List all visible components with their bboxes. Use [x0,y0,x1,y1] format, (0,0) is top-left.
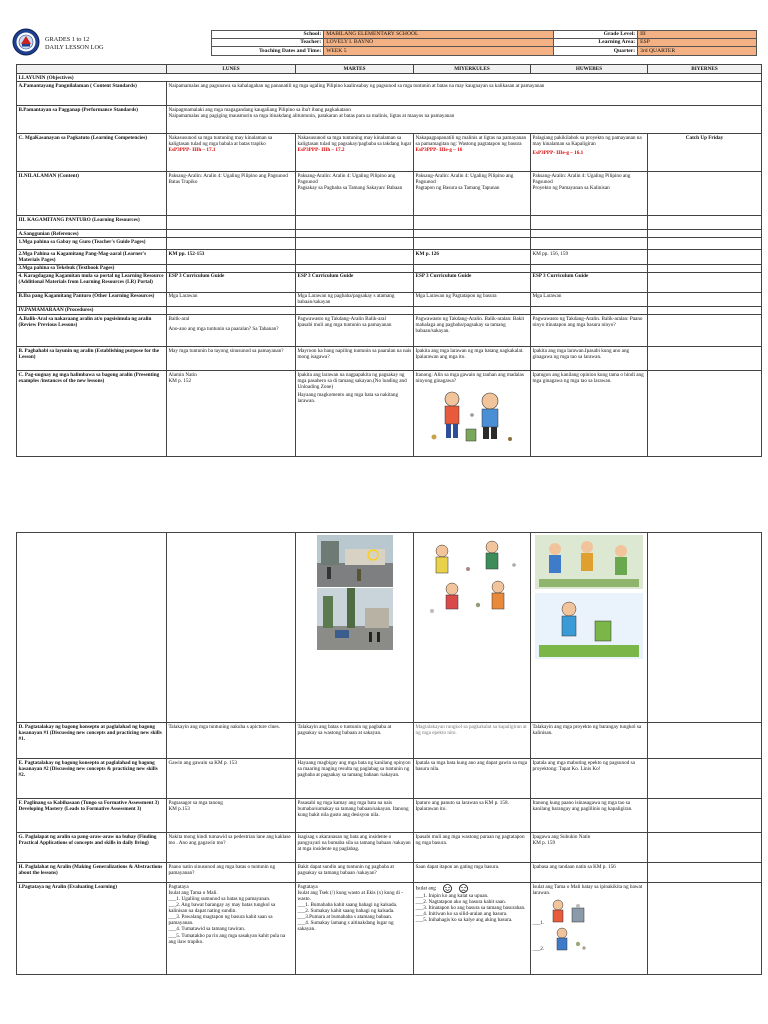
empty-cell [167,306,296,314]
presenting-line: Itanong: Alin sa mga gawain ng tauhan ang madalas ninyong ginagawa? [415,371,524,384]
teacher-guide-label: 1.Mga pahina sa Gabay ng Guro (Teacher's Guide Pages) [17,238,167,250]
empty-cell [648,723,762,759]
quiz-line: Isulat ang Tsek (/) kung wasto at Ekis (x) kung di -wasto. [297,889,403,902]
quiz-line: ___2. [532,945,545,952]
competency-text: Palagiang pakikilahok sa proyekto ng pamayanan na may kinalaman sa Kapaligiran [532,134,642,147]
quiz-line: ___1. [532,919,545,926]
performance-standards-label: B.Pamantayan sa Pagganap (Performance Standards) [17,106,167,134]
review-tuesday [296,315,414,347]
application-monday: Nakita mong hindi tumawid sa pedestrian lane ang kaklase mo . Ano ang gagawin mo? [167,833,296,863]
title-line-1: GRADES 1 to 12 [45,36,90,43]
empty-cell [414,264,531,272]
school-info-row [212,47,757,55]
content-standards-label: A.Pamantayang Pangnilalaman ( Content Standards) [17,82,167,106]
application-line: KM p. 159 [532,839,556,846]
mastery-wednesday: Ipaturo ang panuto sa larawan sa KM p. 158. Ipalarawan ito. [414,799,531,833]
empty-cell [531,230,648,238]
content-standards-text: Naipamamalas ang pagunawa sa kahalagahan ng pananatili ng mga ugaling Pilipino kaalinsabay ng pagsunod sa mga tuntunin at batas na may kaugnayan sa kalikasan at pamayanan [167,82,762,106]
grade-level-value: III [638,31,757,39]
other-resources-tuesday: Mga Larawan ng pagbaba/pagsakay s atamang babaan/sakayan [296,292,414,306]
content-wednesday [414,172,531,216]
table-row [17,106,762,134]
lesson-table-top [16,64,762,457]
competency-text: Nakasusunod sa mga tuntuning may kinalaman sa kaligtasan tulad ng pagsakay/pagbaba sa takdang lugar [297,134,412,147]
content-line: Paksang-Aralin: Aralin 4: Ugaling Pilipino ang Pagsunod [415,172,514,185]
blank-cell [17,65,167,74]
evaluation-monday [167,883,296,975]
table-row [17,250,762,264]
empty-cell [648,863,762,883]
empty-cell [296,306,414,314]
quarter-value: 3rd QUARTER [638,47,757,55]
content-tuesday [296,172,414,216]
content-friday [648,172,762,216]
school-info-row [212,39,757,47]
purpose-thursday: Ipakita ang mga larawan.Ipasabi kung ano ang ginagawa ng mga tao sa larawan. [531,347,648,371]
empty-cell [296,264,414,272]
table-row [17,306,762,314]
discussion1-thursday: Talakayin ang mga proyekto ng barangay tungkol sa kalinisan. [531,723,648,759]
street-sakayan-photo [317,588,393,650]
quiz-line: ___1. Bumababa kahit saang bahagi ng kalsada. [297,901,398,908]
presenting-examples-label: C. Pag-uugnay ng mga halimbawa sa bagong aralin (Presenting examples /instances of the new lessons) [17,371,167,457]
review-line: Balik-aral [168,315,190,322]
child-littering-illustration [422,385,522,445]
other-resources-monday: Mga Larawan [167,292,296,306]
other-resources-thursday: Mga Larawan [531,292,648,306]
day-wednesday: MIYERKULES [414,65,531,74]
table-row [17,315,762,347]
competency-code: EsP3PPP- IIIh – 17.2 [297,146,345,153]
quiz-picture-1-illustration [544,898,590,926]
quiz-line: ___2. Sumakay kahit saang bahagi ng kalsada. [297,908,395,914]
mastery-line: Pagsasagot sa mga tanong [168,799,223,806]
empty-cell [648,833,762,863]
day-monday: LUNES [167,65,296,74]
empty-cell [167,230,296,238]
evaluation-tuesday [296,883,414,975]
additional-materials-monday: ESP 3 Curriculum Guide [167,272,296,292]
quiz-line: ___3. Pawalang magtapon ng basura kahit saan sa pamayanan. [168,914,273,927]
competency-thursday [531,134,648,172]
empty-cell [167,216,296,230]
table-row [17,238,762,250]
day-thursday: HUWEBES [531,65,648,74]
generalization-monday: Paano natin sinusunod ang mga batas o tuntunin ng pamayanan? [167,863,296,883]
content-line: Paksang-Aralin: Aralin 4: Ugaling Pilipino ang Pagsunod [297,172,396,185]
table-row [17,883,762,975]
empty-cell [296,250,414,264]
table-row [17,264,762,272]
other-resources-label: B.Iba pang Kagamitang Panturo (Other Learning Resources) [17,292,167,306]
empty-cell [296,230,414,238]
teacher-value: LOVELY I. BAYNO [324,39,554,47]
table-row [17,74,762,82]
school-label: School: [212,31,324,39]
presenting-tuesday [296,371,414,457]
quiz-line: ___1. Ugaliing sumunod sa batas ng pamayanan. [168,895,271,902]
content-line: Proyekto ng Pamayanan sa Kalinisan [532,184,610,191]
table-row [17,216,762,230]
review-monday [167,315,296,347]
quarter-label: Quarter: [553,47,637,55]
empty-cell [531,238,648,250]
application-line: Ipagawa ang Subukin Natin [532,833,591,840]
presenting-line: Hayaang magkomento ang mga bata sa nakitang larawan. [297,391,399,404]
smiley-faces-icon [443,884,469,893]
quiz-line: Pagtataya [297,883,318,890]
empty-cell [414,238,531,250]
quiz-line: ___1. Inipin ko ang kalat sa upuan. [415,892,489,899]
quiz-line: ___3. Itinatapon ko ang basura sa tamang basurahan. [415,904,526,911]
performance-standards-line-2: Naipamamalas ang pagiging mausmurin sa mga itinakdang alituntunin, patakaran at batas para sa malinis, ligtas at maayos na pamayanan [168,112,455,119]
discussion1-label: D. Pagtatalakay ng bagong konsepto at paglalahad ng bagong kasanayan #1 (Discussing new concepts and practicing new skills #1. [17,723,167,759]
quiz-item-row [533,926,646,952]
purpose-wednesday: Ipakita ang mga larawan ng mga batang nagkakalat. Ipalarawan ang mga ito. [414,347,531,371]
review-line: Ano-ano ang mga tuntunin sa paaralan? Sa Tahanan? [168,325,279,332]
empty-cell [648,272,762,292]
table-row [17,799,762,833]
other-resources-wednesday: Mga Larawan ng Pagtatapon ng basura [414,292,531,306]
days-header-row [17,65,762,74]
table-row [17,371,762,457]
purpose-tuesday: Mayroon ka bang napiling tuntunin sa paaralan na nais mong isagawa? [296,347,414,371]
empty-cell [17,533,167,723]
mastery-tuesday: Pasasabi ng mga kamay ang mga bata na nais bumaba/sumakay sa tamang babaan/sakayan. Itanong kung bakit nila gusto ang desisyon nila. [296,799,414,833]
quiz-line: Isulat ang Tama o Mali. [168,889,218,896]
discussion1-wednesday: Magtalakayan tungkol sa pagkakalat sa kapaligiran at ng mga epekto nito. [414,723,531,759]
empty-cell [648,264,762,272]
learner-materials-thursday: KM pp. 156, 159 [531,250,648,264]
empty-cell [531,264,648,272]
performance-standards-line-1: Naipagmamalaki ang mga magagandang kaugaliang Pilipino sa iba't ibang pagkakataon [168,106,351,113]
pictures-row [17,533,762,723]
table-row [17,723,762,759]
empty-cell [414,216,531,230]
empty-cell [531,216,648,230]
dates-label: Teaching Dates and Time: [212,47,324,55]
table-row [17,134,762,172]
quiz-line: ___5. Tumatakbo pa rin ang mga sasakyan kahit pula na ang ilaw trapiko. [168,932,286,945]
review-thursday: Pagwawasto ng Takdang-Aralin. Balik-aralan: Paano ninyo itinatapon ang mga basura ninyo? [531,315,648,347]
mastery-thursday: Itanong kung paano isinasagawa ng mga tao sa kanilang barangay ang paglilinis ng kapaligiran. [531,799,648,833]
empty-cell [648,883,762,975]
additional-materials-wednesday: ESP 3 Curriculum Guide [414,272,531,292]
discussion1-monday: Talakayin ang mga tuntuning nakuha s apicture clues. [167,723,296,759]
quiz-instruction-row [416,884,529,893]
empty-cell [296,238,414,250]
deped-logo-icon [12,28,40,56]
quiz-line: ___3.Pumara at bumababa s atamang babaan. [297,914,393,921]
application-tuesday: Isagisag s akaranasan ng bata ang insidente o pangyayari na bumaba sila sa tamang babaan /sakayan at mga insidente ng paglabag. [296,833,414,863]
empty-cell [414,230,531,238]
competencies-label: C. MgaKasanayan sa Pagkatuto (Learning Competencies) [17,134,167,172]
empty-cell [648,759,762,799]
competency-text: Nakasusunod sa mga tuntuning may kinalaman sa kaligtasan tulad ng mga babala at batas trapiko [168,134,273,147]
review-line: Pagwawasto ng Takdang-Aralin Balik-aral [297,315,386,322]
objectives-heading: I.LAYUNIN (Objectives) [17,74,762,82]
performance-standards-text [167,106,762,134]
content-monday: Paksang-Aralin: Aralin 4: Ugaling Pilipino ang Pagsunod Batas Trapiko [167,172,296,216]
header [12,28,757,58]
mastery-monday [167,799,296,833]
content-thursday [531,172,648,216]
additional-materials-label: 4. Karagdagang Kagamitan mula sa portal ng Learning Resource (Additional Materials from Learning Resources (LR) Portal) [17,272,167,292]
quiz-picture-2-illustration [544,926,590,952]
lesson-table-bottom [16,532,762,975]
empty-cell [296,216,414,230]
empty-cell [648,292,762,306]
wednesday-pictures [414,533,531,723]
review-label: A.Balik-Aral sa nakaraang aralin at/o pagsisimula ng aralin (Review Previous Lessons) [17,315,167,347]
table-row [17,82,762,106]
title-line-2: DAILY LESSON LOG [45,44,104,51]
quiz-line: ___2. Ang bawat barangay ay may batas tungkol sa kalinisan na dapat nating sundin. [168,901,276,914]
presenting-line: Ipakita ang larawan na nagpapakita ng pagsakay ng mga pasahero sa di tamang sakayan.(No loading and Unloading Zone) [297,371,407,390]
empty-cell [648,216,762,230]
evaluation-thursday [531,883,648,975]
presenting-line: KM p. 152 [168,377,192,384]
application-thursday [531,833,648,863]
empty-cell [531,306,648,314]
empty-cell [648,230,762,238]
day-tuesday: MARTES [296,65,414,74]
littering-scene-illustration [422,535,522,619]
quiz-line: ___2. Nagtatapon ako ng basura kahit saan. [415,898,506,905]
application-wednesday: Ipasabi muli ang mga wastong paraan ng pagtatapon ng mga basura. [414,833,531,863]
additional-materials-tuesday: ESP 3 Curriculum Guide [296,272,414,292]
empty-cell [167,238,296,250]
table-row [17,292,762,306]
school-info-row [212,31,757,39]
learning-area-value: ESP [638,39,757,47]
discussion1-tuesday: Talakayin ang batas o tuntunin ng pagbaba at pagsakay sa wastong babaan at sakayan. [296,723,414,759]
quiz-line: ___4. Tumatawid sa tamang tawiran. [168,926,246,933]
references-label: A.Sanggunian (References) [17,230,167,238]
generalization-wednesday: Saan dapat itapon an gating mga basura. [414,863,531,883]
mastery-line: KM p.153 [168,805,190,812]
empty-cell [648,799,762,833]
discussion2-wednesday: Ipatala sa mga bata kung ano ang dapat gawin sa mga basura nila. [414,759,531,799]
competency-text: Nakapagpapanatili ng malinis at ligtas na pamayanan sa pamamagitan ng: Wastong pagtatapon ng basura [415,134,527,147]
loading-zone-photo [317,535,393,587]
document-title [45,36,104,52]
competency-monday [167,134,296,172]
quiz-line: Isulat ang Tama o Mali batay sa ipinakikita ng bawat larawan. [532,883,643,896]
table-row [17,759,762,799]
table-row [17,172,762,216]
discussion2-thursday: Ipatala ang mga mabuting epekto ng pagsunod sa proyektong: Tapat Ko. Linis Ko! [531,759,648,799]
quiz-line: ___4. Sumakay lamang s aitinakdang lugar ng sakayan. [297,920,394,933]
presenting-thursday: Ipatugon ang kanilang opinion kung tama o hindi ang mga ginagawa ng mga tao sa larawan. [531,371,648,457]
table-row [17,833,762,863]
empty-cell [648,306,762,314]
empty-cell [648,315,762,347]
tuesday-photos [296,533,414,723]
purpose-monday: May mga tuntunin ba tayong sinusunod sa pamayanan? [167,347,296,371]
discussion2-tuesday: Hayaang magbigay ang mga bata ng kanilang opinyon sa maaring maging resulta ng paglabag sa tuntunin ng pagbaba at pagsakay sa tamang babaan /sakayan. [296,759,414,799]
textbook-label: 3.Mga pahina sa Teksbuk (Textbook Pages) [17,264,167,272]
evaluation-label: I.Pagtataya ng Aralin (Evaluating Learning) [17,883,167,975]
empty-cell [648,238,762,250]
quiz-line: Pagtataya [168,883,189,890]
empty-cell [167,533,296,723]
competency-code: EsP3PPP- IIIe-g – 16.1 [532,149,584,156]
learner-materials-label: 2.Mga Pahina sa Kagamitang Pang-Mag-aaral (Learner's Materials Pages) [17,250,167,264]
table-row [17,347,762,371]
generalization-thursday: Ipabasa ang tandaan natin sa KM p. 156 [531,863,648,883]
content-line: Pagtapon ng Basura sa Tamang Tapunan [415,184,500,191]
presenting-line: Alamin Natin [168,371,197,378]
competency-code: EsP3PPP- IIIe-g – 16 [415,146,463,153]
learning-area-label: Learning Area: [553,39,637,47]
purpose-label: B. Paghahabi sa layunin ng aralin (Establishing purpose for the Lesson) [17,347,167,371]
content-line: Paksang-Aralin: Aralin 4: Ugaling Pilipino ang Pagsunod [532,172,631,185]
table-row [17,863,762,883]
additional-materials-thursday: ESP 3 Curriculum Guide [531,272,648,292]
review-wednesday: Pagwawasto ng Takdang-Aralin. Balik-aralan: Bakit mahalaga ang pagbaba/pagsakay sa tamang babaan/sakayan. [414,315,531,347]
empty-cell [648,347,762,371]
school-info-table [211,30,757,56]
competency-tuesday [296,134,414,172]
grade-level-label: Grade Level: [553,31,637,39]
day-friday: BIYERNES [648,65,762,74]
discussion2-monday: Gawin ang gawain sa KM p. 153 [167,759,296,799]
table-row [17,272,762,292]
thursday-pictures [531,533,648,723]
resources-heading: III. KAGAMITANG PANTURO (Learning Resources) [17,216,167,230]
empty-cell [414,306,531,314]
empty-cell [167,264,296,272]
discussion2-label: E. Pagtatalakay ng bagong konsepto at paglalahad ng bagong kasanayan #2 (Discussing new concepts & practicing new skills #2. [17,759,167,799]
procedures-heading: IV.PAMAMARAAN (Procedures) [17,306,167,314]
quiz-line: ___5. Inihahagis ko sa kalye ang aking basura. [415,917,513,923]
empty-cell [648,250,762,264]
table-row [17,230,762,238]
presenting-wednesday [414,371,531,457]
competency-wednesday [414,134,531,172]
review-line: Ipasabi muli ang mga tuntunin sa pamayanan [297,321,392,328]
application-label: G. Paglalapat ng aralin sa pang-araw-araw na buhay (Finding Practical Applications of concepts and skills in daily living) [17,833,167,863]
dates-value: WEEK 5 [324,47,554,55]
competency-code: EsP3PPP- IIIh – 17.1 [168,146,216,153]
content-line: Pagsakay sa Pagbaba sa Tamang Sakayan/ Babaan [297,184,403,191]
presenting-monday [167,371,296,457]
generalization-tuesday: Bakit dapat sundin ang tuntunin ng pagbaba at pagsakay sa tamang babaan /sakayan? [296,863,414,883]
quiz-line: ___4. Initiwan ko sa silid-aralan ang basura. [415,910,508,917]
learner-materials-wednesday: KM p. 126 [414,250,531,264]
learner-materials-monday: KM pp. 152-153 [167,250,296,264]
empty-cell [648,533,762,723]
community-cleanup-illustration [535,535,643,659]
generalization-label: H. Paglalahat ng Aralin (Making Generalizations & Abstractions about the lessons) [17,863,167,883]
empty-cell [648,371,762,457]
content-label: II.NILALAMAN (Content) [17,172,167,216]
evaluation-wednesday [414,883,531,975]
quiz-item-row [533,898,646,926]
competency-friday: Catch Up Friday [648,134,762,172]
teacher-label: Teacher: [212,39,324,47]
mastery-label: F. Paglinang sa Kabihasaan (Tungo sa Formative Assessment 3) Developing Mastery (Leads to Formative Assessment 3) [17,799,167,833]
quiz-line: Isulat ang [415,885,436,892]
school-value: MABILANG ELEMENTARY SCHOOL [324,31,554,39]
